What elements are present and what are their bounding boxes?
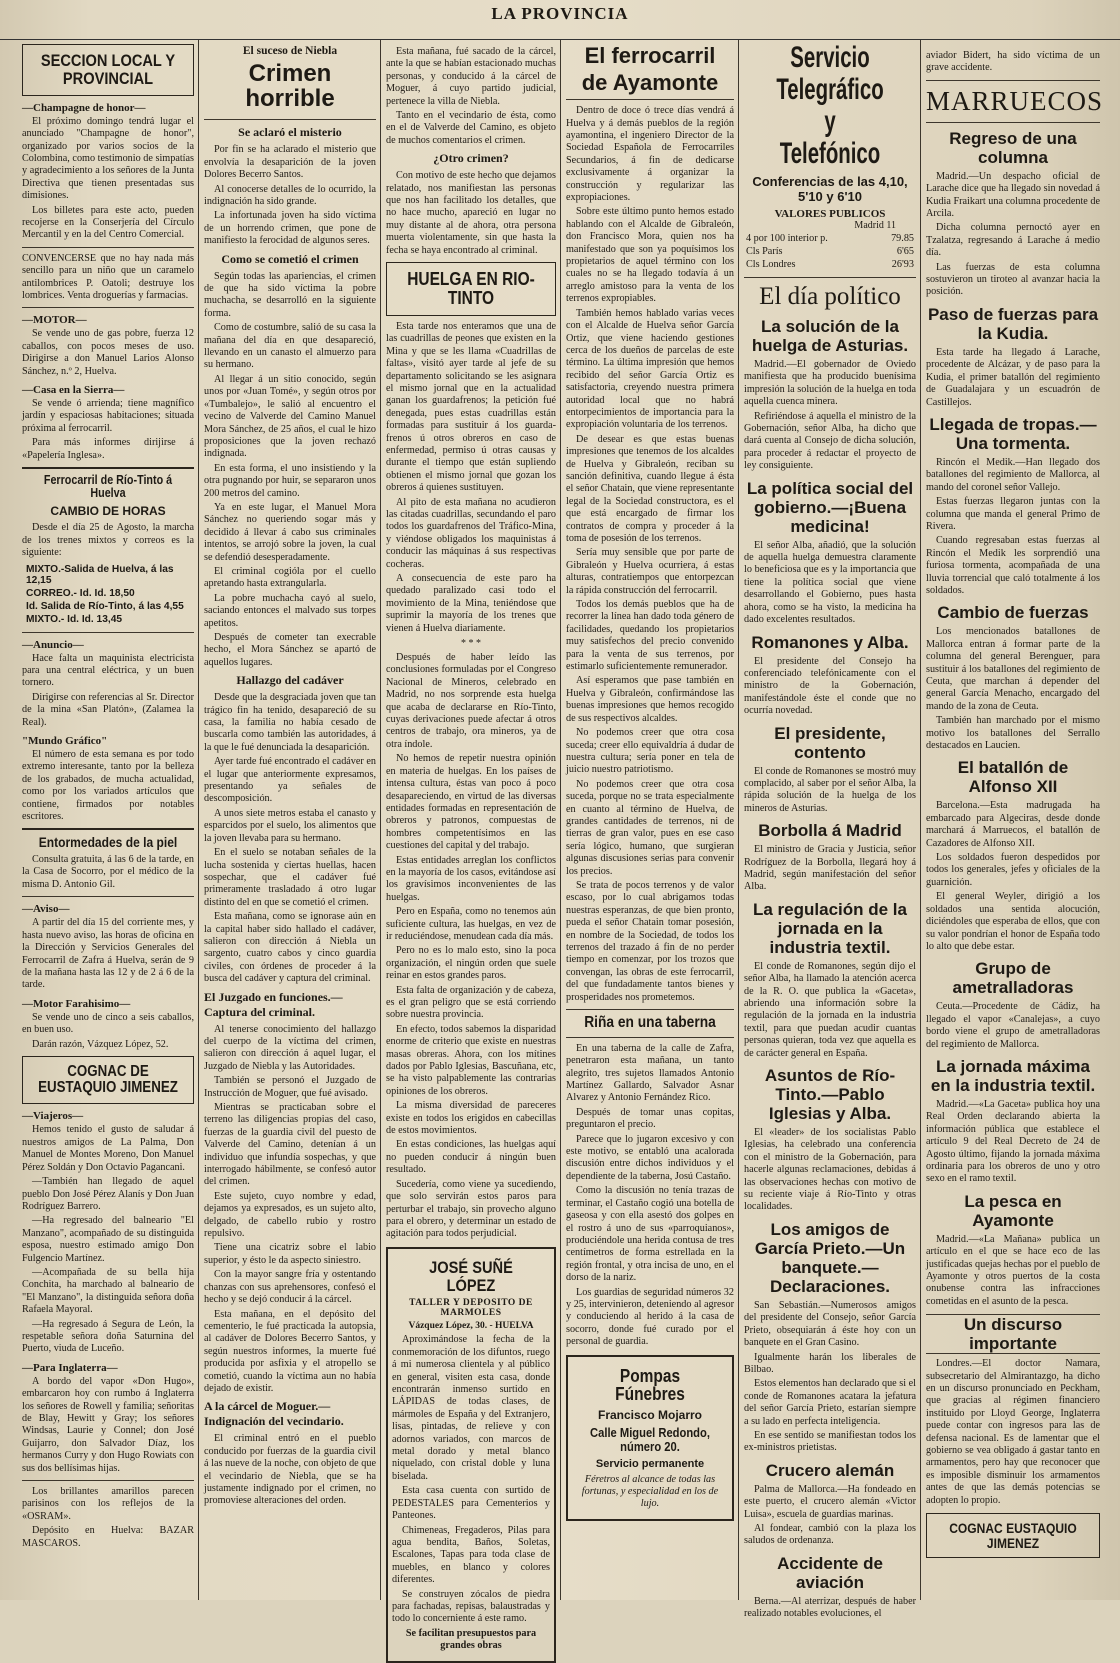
article-paragraph: Se vende uno de cinco a seis caballos, en buen uso.	[22, 1011, 194, 1036]
article-paragraph: También se personó el Juzgado de Instrucción de Moguer, que fué avisado.	[204, 1075, 376, 1099]
advert-text: Se construyen zócalos de piedra para fachadas, repisas, balaustradas y todo lo concerniente á este ramo.	[392, 1588, 550, 1625]
kicker: "Mundo Gráfico"	[22, 734, 108, 747]
news-headline: La política social del gobierno.—¡Buena medicina!	[746, 478, 914, 536]
article-paragraph: Después de haber leído las conclusiones formuladas por el Congreso Nacional de Mineros, celebrado en Madrid, no nos sorprende esta huelga que acaba de declararse en Río-Tinto, cuyas derivaciones puede afectar á otros centros de trabajo, ora mineros, ya de otra índole.	[386, 652, 556, 750]
article-paragraph: Barcelona.—Esta madrugada ha embarcado para Algeciras, desde donde marchará á Marruecos, el batallón de Cazadores de Alfonso XII.	[926, 800, 1100, 849]
article-paragraph: Para más informes dirijirse á «Papelería Inglesa».	[22, 437, 194, 461]
article-paragraph: No podemos creer que otra cosa suceda, porque no se trata especialmente en cuanto al término de Huelva, de grandes cantidades de terrenos, ni de tierras de gran valor, pues en ese caso sería lógico, humano, que surgieran algunas discusiones serias para convenir los precios.	[566, 778, 734, 877]
article-paragraph: Londres.—El doctor Namara, subsecretario del Almirantazgo, ha dicho en un discurso pronunciado en Peckham, que gracias al régimen financiero instituido por Lloyd George, Inglaterra puede contar con ingresos para las de defensa nacional. Es de lamentar que el gobierno se vea obligado á gastar tanto en armamentos, pero hay que reconocer que es imposible disminuir los armamentos antes de que las demás potencias se adopten lo propio.	[926, 1358, 1100, 1506]
article-paragraph: El criminal entró en el pueblo conducido por fuerzas de la guardia civil á las nueve de la noche, con objeto de que el vecindario de Niebla, que se ha justamente indignado por el crimen, no promoviese alteraciones del orden.	[204, 1433, 376, 1507]
column-rule	[920, 40, 921, 1600]
article-paragraph: Sobre este último punto hemos estado hablando con el Alcalde de Gibraleón, don Francisco Mora, quien nos ha manifestado que son ya poquísimos los propietarios de aquel término con los cuales no se ha llegado todavía á un arreglo amistoso para la venta de los terrenos expropiables.	[566, 206, 734, 305]
article-paragraph: En ese sentido se manifiestan todos los ex-ministros prietistas.	[744, 1429, 916, 1454]
column-crime-story	[200, 40, 380, 1600]
marble-workshop-advert	[386, 1247, 556, 1663]
article-paragraph: Darán razón, Vázquez López, 52.	[32, 1038, 169, 1050]
train-timetable	[22, 562, 194, 627]
article-paragraph: Madrid.—«La Gaceta» publica hoy una Real Orden declarando abierta la información pública que establece el artículo 9 del Real Decreto de 24 de Agosto último, fijando la jornada máxima ordinaria para los obreros de uno y otro sexo en el ramo textil.	[926, 1098, 1100, 1185]
article-paragraph: Desde el día 25 de Agosto, la marcha de los trenes mixtos y correos es la siguiente:	[22, 522, 194, 559]
article-paragraph: Como la discusión no tenía trazas de terminar, el Castaño cogió una botella de gaseosa y con ella asestó dos golpes en el rostro á uno de sus «parroquianos», produciéndole una herida contusa de tres centímetros de forma estrellada en la región frontal, y otra incisa de uno, en el dorso de la nariz.	[566, 1185, 734, 1284]
column-telegraph-service	[740, 40, 920, 1620]
kicker: —Motor Farahisimo—	[22, 997, 131, 1010]
subheading: El Juzgado en funciones.—Captura del criminal.	[204, 989, 343, 1019]
values-name: 4 por 100 interior p.	[746, 233, 828, 244]
conference-times: Conferencias de las 4,10, 5'10 y 6'10	[752, 174, 908, 204]
article-paragraph: Estos elementos han declarado que si el conde de Romanones acatara la jefatura del señor García Prieto, estarían siempre a su lado en perfecta inteligencia.	[744, 1378, 916, 1427]
article-paragraph: Se trata de pocos terrenos y de valor escaso, por lo cual abrigamos todas nuestras esperanzas, de que bien pronto, pueda el señor Chatain tomar posesión, en nombre de la Sociedad, de todos los terrenos del trazado á fin de no perder tiempo en comenzar, por los trozos que convengan, las obras de este ferrocarril, del que fundadamente tantos bienes y prosperidades nos prometemos.	[566, 879, 734, 1003]
article-paragraph: La misma diversidad de pareceres existe en todos los erigidos en cabecillas de estos movimientos.	[386, 1100, 556, 1137]
column-rule	[198, 40, 199, 1600]
subheading: Hallazgo del cadáver	[236, 673, 344, 688]
news-headline: Romanones y Alba.	[751, 632, 909, 652]
kicker: —Para Inglaterra—	[22, 1361, 118, 1374]
subheading: Se aclaró el misterio	[238, 125, 342, 140]
section-break: * * *	[461, 638, 481, 650]
article-paragraph: Dentro de doce ó trece días vendrá á Huelva y á demás pueblos de la región ayamontina, el ingeniero Director de la Sociedad Española de Ferrocarriles Secundarios, á fin de dedicarse exclusivamente á organizar la construcción y regularizar las expropiaciones.	[566, 105, 734, 204]
story-headline: HUELGA EN RIO-TINTO	[407, 269, 535, 308]
article-paragraph: Dicha columna pernoctó ayer en Tzalatza, regresando á Larache á medio día.	[926, 222, 1100, 259]
values-row	[746, 233, 914, 244]
news-headline: Cambio de fuerzas	[937, 603, 1089, 623]
news-headline: Borbolla á Madrid	[758, 821, 902, 841]
article-paragraph: Los guardias de seguridad números 32 y 25, intervinieron, deteniendo al agresor y conduciendo al herido á la casa de socorro, donde fué curado por el personal de guardia.	[566, 1286, 734, 1348]
article-paragraph: —También han llegado de aquel pueblo Don José Pérez Alanís y Don Juan Rodríguez Barrero.	[22, 1176, 194, 1212]
article-paragraph: Al llegar á un sitio conocido, según unos por «Juan Tomé», y según otros por «Tumbalejo», le salió al encuentro el vecino de Valverde del Camino Manuel Mora Sánchez, de 25 años, el cual le hizo proposiciones que la joven rechazó indignada.	[204, 373, 376, 460]
advert-owner: Francisco Mojarro	[597, 1408, 703, 1423]
timetable-cell: Id. Salida de Río-Tinto, á las 4,55	[26, 600, 184, 612]
article-paragraph: A unos siete metros estaba el canasto y esparcidos por el suelo, los alimentos que la joven llevaba para su hermano.	[204, 807, 376, 844]
article-paragraph: Con la mayor sangre fría y ostentando chanzas con sus aprehensores, confesó el hecho y se dejó conducir á la cárcel.	[204, 1269, 376, 1306]
timetable-cell: MIXTO.-Salida de Huelva, á las 12,15	[26, 563, 174, 586]
article-paragraph: El conde de Romanones, según dijo el señor Alba, ha llamado la atención acerca de la R. O. que publica la «Gaceta», abriendo una información sobre la regulación de la jornada en la industria textil, para que puedan acudir cuantas personas quieran, toda vez que aquella es de carácter general en España.	[744, 960, 916, 1059]
article-paragraph: Esta mañana, en el depósito del cementerio, le fué practicada la autopsia, al cadáver de Dolores Becerro Santos, y según nuestros informes, la muerte fué producida por asfixia y el atropello se cometió, cuando la víctima aun no había dejado de existir.	[204, 1308, 376, 1394]
article-paragraph: Con motivo de este hecho que dejamos relatado, nos manifiestan las personas que nos han facilitado los detalles, que no hace mucho, apareció en lugar no muy distante al de ahora, otra persona muerta violentamente, sin que hasta la fecha se haya encontrado al criminal.	[386, 170, 556, 256]
public-values-table	[744, 231, 916, 272]
public-values-title: VALORES PUBLICOS	[774, 208, 886, 220]
article-paragraph: Tanto en el vecindario de ésta, como en el de Valverde del Camino, es objeto de muchos comentarios el crimen.	[386, 110, 556, 146]
article-paragraph: Como de costumbre, salió de su casa la mañana del día en que desapareció, llevando en un canasto el almuerzo para su hermano.	[204, 322, 376, 371]
article-paragraph: Después de cometer tan execrable hecho, el Mora Sánchez se apartó de aquellos lugares.	[204, 632, 376, 668]
article-paragraph: Cuando regresaban estas fuerzas al Rincón el Medik les sorprendió una furiosa tormenta, acompañada de una lluvia torrencial que caló totalmente á los soldados.	[926, 535, 1100, 596]
advert-name: JOSÉ SUÑÉ LÓPEZ	[429, 1257, 513, 1295]
article-paragraph: Ayer tarde fué encontrado el cadáver en el lugar que anteriormente expresamos, presentando ya señales de descomposición.	[204, 756, 376, 805]
article-paragraph: Desde que la desgraciada joven que tan trágico fin ha tenido, desapareció de su casa, la familia no había cesado de buscarla como también las autoridades, á la que le fué denunciada la desaparición.	[204, 692, 376, 753]
article-paragraph: Los billetes para este acto, pueden recojerse en la Conserjería del Círculo Mercantil y en la del Centro Comercial.	[22, 204, 194, 241]
news-headline: La solución de la huelga de Asturias.	[751, 317, 909, 355]
article-paragraph: Estas entidades arreglan los conflictos en la mayoría de los casos, evitándose así los gravísimos inconvenientes de las huelgas.	[386, 854, 556, 903]
kicker: —Anuncio—	[22, 638, 84, 651]
section-title: Servicio Telegráfico y Telefónico	[776, 41, 884, 170]
article-paragraph: —Ha regresado del balneario "El Manzano", acompañado de su distinguida esposa, nuestro estimado amigo Don Fulgencio Martínez.	[22, 1215, 194, 1264]
article-paragraph: Dirigirse con referencias al Sr. Director de la mina «San Platón», (Zalamea la Real).	[22, 691, 194, 728]
article-paragraph: Madrid.—Un despacho oficial de Larache dice que ha llegado sin novedad á Kudia Fraikart una columna procedente de Arcila.	[926, 170, 1100, 220]
news-headline: Llegada de tropas.—Una tormenta.	[929, 414, 1097, 453]
column-rule	[380, 40, 381, 1600]
story-headline: Riña en una taberna	[584, 1014, 716, 1032]
cognac-advert-title: COGNAC DE EUSTAQUIO JIMENEZ	[38, 1062, 178, 1097]
article-paragraph: Después de tomar unas copitas, preguntaron el precio.	[566, 1106, 734, 1131]
article-paragraph: La pobre muchacha cayó al suelo, saciando entonces el malvado sus torpes apetitos.	[204, 592, 376, 629]
article-paragraph: En una taberna de la calle de Zafra, penetraron esta mañana, un tanto alegrito, tres sujetos llamados Antonio Martínez Gallardo, Salvador Asnar Alvarez y Antonio Fernández Rico.	[566, 1042, 734, 1104]
news-headline: El batallón de Alfonso XII	[957, 758, 1069, 797]
values-price: 79.85	[891, 233, 914, 244]
values-row	[746, 246, 914, 257]
article-paragraph: Hemos tenido el gusto de saludar á nuestros amigos de La Palma, Don Manuel de Montes Moreno, Don Manuel Pérez Soldán y Don Octavio Pagancani.	[22, 1124, 194, 1173]
article-paragraph: Rincón el Medik.—Han llegado dos batallones del regimiento de Mallorca, al mando del coronel señor Vallejo.	[926, 456, 1100, 493]
article-paragraph: Los mencionados batallones de Mallorca entran á formar parte de la columna del general Berenguer, para sustituir á los batallones del regimiento de Ceuta, que marchan á depender del general García Menacho, encargado del mando de la zona de Ceuta.	[926, 626, 1100, 712]
article-paragraph: A partir del día 15 del corriente mes, y hasta nuevo aviso, las horas de oficina en la Dirección y Servicios Generales del Ferrocarril de Zafra á Huelva, serán de 9 de la mañana hasta las 12 y de 2 á 6 de la tarde.	[22, 917, 194, 991]
column-rule	[738, 40, 739, 1600]
article-paragraph: El señor Alba, añadió, que la solución de aquella huelga demuestra claramente lo beneficiosa que es y la importancia que tiene la política social que viene desarrollando el Gobierno, pues hasta ahora, como se ha visto, la medicina ha dado excelentes resultados.	[744, 539, 916, 626]
article-paragraph: La infortunada joven ha sido víctima de un horrendo crimen, que pone de manifiesto la ferocidad de algunos seres.	[204, 210, 376, 247]
timetable-row	[24, 588, 192, 599]
public-values-city: Madrid 11	[854, 220, 896, 231]
story-headline-line2: de Ayamonte	[581, 70, 719, 96]
article-paragraph: En estas condiciones, las huelgas aquí no pueden conducir á ningún buen resultado.	[386, 1139, 556, 1176]
article-paragraph: El presidente del Consejo ha conferenciado telefónicamente con el ministro de la Gobernación, manifestándole éste el conde que no ocurría novedad.	[744, 655, 916, 717]
article-paragraph: Ya en este lugar, el Manuel Mora Sánchez no queriendo sogar más y decidido á llevar á cabo sus criminales intentos, se arrojó sobre la joven, la cual se defendió desesperadamente.	[204, 501, 376, 563]
news-headline: Crucero alemán	[765, 1460, 895, 1480]
article-paragraph: Hace falta un maquinista electricista para una central eléctrica, y un buen tornero.	[22, 652, 194, 689]
news-headline: Un discurso importante	[926, 1314, 1100, 1354]
news-headline: El presidente, contento	[774, 723, 886, 762]
article-paragraph: Los soldados fueron despedidos por todos los generales, jefes y oficiales de la guarnición.	[926, 852, 1100, 888]
advert-text: Chimeneas, Fregaderos, Pilas para agua bendita, Baños, Soletas, Escalones, Tapas para toda clase de muebles, en blanco y colores diferentes.	[392, 1524, 550, 1586]
story-headline: El ferrocarril	[584, 43, 716, 68]
news-headline: Regreso de una columna	[949, 128, 1077, 167]
advert-service: Servicio permanente	[595, 1457, 705, 1470]
article-paragraph: En el suelo se notaban señales de la lucha sostenida y ciertas huellas, hacen sospechar, que el cadáver fué primeramente trasladado á otro lugar distinto del en que se cometió el crimen.	[204, 847, 376, 908]
article-paragraph: No podemos creer que otra cosa suceda; creer ello equivaldría á dudar de nuestra cultura; sería poner en tela de juicio nuestro patriotismo.	[566, 727, 734, 776]
article-paragraph: Madrid.—«La Mañana» publica un artículo en el que se hace eco de las justificadas quejas hechas por el pueblo de Ayamonte y otros puertos de la costa onubense contra las infracciones cometidas en el asunto de la pesca.	[926, 1233, 1100, 1307]
column-rule	[560, 40, 561, 1600]
article-paragraph: Estas fuerzas llegaron juntas con la columna que manda el general Primo de Rivera.	[926, 496, 1100, 532]
article-paragraph: Esta mañana, fué sacado de la cárcel, ante la que se habían estacionado muchas personas, y conducido á la cárcel de Moguer, á cuyo partido judicial, pertenece la villa de Niebla.	[386, 46, 556, 107]
kicker: —Casa en la Sierra—	[22, 384, 125, 396]
masthead	[0, 0, 1120, 40]
kicker: —Aviso—	[22, 903, 70, 916]
section-heading: Entormedades de la piel	[38, 834, 178, 851]
values-price: 26'93	[891, 259, 914, 270]
article-paragraph: A consecuencia de este paro ha quedado paralizado casi todo el movimiento de la Mina, teniéndose que suprimir la mayoría de los trenes que vienen á Huelva diariamente.	[386, 573, 556, 634]
article-paragraph: —Ha regresado á Segura de León, la respetable señora doña Saturnina del Puerto, viuda de Luceño.	[22, 1318, 194, 1355]
timetable-title: Ferrocarril de Río-Tinto á Huelva	[43, 473, 173, 501]
article-paragraph: Este sujeto, cuyo nombre y edad, dejamos ya expresados, es un sujeto alto, delgado, de cabello rubio y rostro repulsivo.	[204, 1190, 376, 1240]
advert-address: Vázquez López, 30. - HUELVA	[408, 1321, 534, 1332]
story-headline: Crimen horrible	[245, 60, 335, 113]
article-paragraph: Depósito en Huelva: BAZAR MASCAROS.	[22, 1525, 194, 1549]
advert-text: Se facilitan presupuestos para grandes obras	[405, 1627, 537, 1652]
advert-text: Esta casa cuenta con surtido de PEDESTALES para Cementerios y Panteones.	[392, 1485, 550, 1522]
news-headline: Los amigos de García Prieto.—Un banquete.—Declaraciones.	[754, 1219, 906, 1296]
funeral-services-advert	[566, 1355, 734, 1521]
values-name: Cls París	[746, 246, 783, 257]
values-row	[746, 259, 914, 270]
column-marruecos	[922, 40, 1104, 1600]
article-paragraph: No hemos de repetir nuestra opinión en materia de huelgas. En los países de intensa cultura, éstas van poco á poco desapareciendo, en virtud de las diversas entidades formadas en representación de obreros y patronos, compuestas de hombres competentísimos en las cuestiones del capital y del trabajo.	[386, 753, 556, 852]
article-paragraph: En esta forma, el uno insistiendo y la otra pugnando por huir, se separaron unos 200 metros del camino.	[204, 462, 376, 499]
story-kicker: El suceso de Niebla	[242, 45, 338, 57]
article-paragraph: Al pito de esta mañana no acudieron las citadas cuadrillas, secundando el paro todos los guardafrenos del Tráfico-Mina, y viéndose obligados los maquinistas á conducir las máquinas á sus respectivas cocheras.	[386, 496, 556, 570]
section-title: El día político	[759, 283, 901, 310]
article-paragraph: aviador Bidert, ha sido víctima de un grave accidente.	[926, 50, 1100, 74]
news-headline: Grupo de ametralladoras	[952, 959, 1074, 998]
article-paragraph: Esta falta de organización y de cabeza, es el gran peligro que se está corriendo sobre nuestra provincia.	[386, 984, 556, 1021]
article-paragraph: Al tenerse conocimiento del hallazgo del cuerpo de la víctima del crimen, salieron con dirección á aquel lugar, el Juzgado de Niebla y las Autoridades.	[204, 1023, 376, 1072]
article-paragraph: Esta tarde ha llegado á Larache, procedente de Alcázar, y de paso para la Kudia, el primer batallón del regimiento de Guadalajara y un escuadrón de Castillejos.	[926, 346, 1100, 408]
article-paragraph: El criminal cogióla por el cuello apretando hasta extrangularla.	[204, 565, 376, 590]
article-paragraph: Mientras se practicaban sobre el terreno las diligencias propias del caso, fuerzas de la guardia civil del puesto de Valverde del Camino, detenían á un individuo que infundía sospechas, y que interrogado hábilmente, se confesó autor del crimen.	[204, 1102, 376, 1188]
newspaper-name: LA PROVINCIA	[491, 4, 629, 23]
subheading: ¿Otro crimen?	[433, 151, 509, 166]
news-headline: La regulación de la jornada en la industria textil.	[753, 899, 907, 957]
article-paragraph: Por fin se ha aclarado el misterio que envolvía la desaparición de la joven Dolores Becerro Santos.	[204, 144, 376, 181]
article-paragraph: Tiene una cicatriz sobre el labio superior, y ésto le da aspecto siniestro.	[204, 1242, 376, 1266]
article-paragraph: Pero en España, como no tenemos aún suficiente cultura, las huelgas, en vez de ir reduciéndose, menudean cada día más.	[386, 906, 556, 942]
news-headline: Paso de fuerzas para la Kudia.	[927, 304, 1099, 343]
kicker: —Viajeros—	[22, 1110, 84, 1123]
timetable-row	[24, 601, 192, 612]
advert-name: Pompas Fúnebres	[615, 1365, 685, 1405]
values-name: Cls Londres	[746, 259, 796, 270]
article-paragraph: El ministro de Gracia y Justicia, señor Rodríguez de la Borbolla, llegará hoy á Madrid, según manifestación del señor Alba.	[744, 844, 916, 893]
news-headline: La pesca en Ayamonte	[964, 1191, 1062, 1230]
article-paragraph: Consulta gratuita, á las 6 de la tarde, en la Casa de Socorro, por el médico de la misma D. Antonio Gil.	[22, 854, 194, 890]
article-paragraph: Los brillantes amarillos parecen parisinos con los reflejos de la «OSRAM».	[22, 1486, 194, 1522]
article-paragraph: Se vende uno de gas pobre, fuerza 12 caballos, con pocos meses de uso. Dirigirse a don Manuel Larios Alonso Sánchez, n.º 2, Huelva.	[22, 328, 194, 377]
article-paragraph: Palma de Mallorca.—Ha fondeado en este puerto, el crucero alemán «Victor Luisa», escuela de guardias marinas.	[744, 1483, 916, 1520]
advert-subtitle: TALLER Y DEPOSITO DE MARMOLES	[409, 1298, 533, 1319]
kicker: —MOTOR—	[22, 314, 87, 327]
article-paragraph: —Acompañada de su bella hija Conchita, ha marchado al balneario de "El Manzano", la distinguida señora doña Rafaela Mayoral.	[22, 1266, 194, 1316]
timetable-cell: MIXTO.- Id. Id. 13,45	[26, 613, 123, 625]
timetable-row	[24, 614, 192, 625]
article-paragraph: Al fondear, cambió con la plaza los saludos de ordenanza.	[744, 1522, 916, 1547]
article-paragraph: El «leader» de los socialistas Pablo Iglesias, ha celebrado una conferencia con el ministro de la Gobernación, para hacerle algunas reclamaciones, debidas á las observaciones hechas con motivo de su reciente viaje á Río-Tinto y otras localidades.	[744, 1127, 916, 1213]
news-headline: La jornada máxima en la industria textil.	[930, 1056, 1096, 1095]
news-headline: Accidente de aviación	[777, 1553, 883, 1592]
values-price: 6'65	[896, 246, 914, 257]
advert-text: Féretros al alcance de todas las fortunas, y especialidad en los de lujo.	[581, 1473, 719, 1510]
news-headline: Asuntos de Río-Tinto.—Pablo Iglesias y Alba.	[764, 1066, 896, 1124]
article-paragraph: Todos los demás pueblos que ha de recorrer la línea han dado toda género de facilidades, quedando los propietarios muy satisfechos del precio convenido para la venta de sus terrenos, por estimarlo suficientemente remunerador.	[566, 599, 734, 673]
article-paragraph: Sería muy sensible que por parte de Gibraleón y Huelva ocurriera, á estas alturas, contratiempos que entorpezcan la rápida construcción del ferrocarril.	[566, 547, 734, 596]
subheading: A la cárcel de Moguer.—Indignación del vecindario.	[204, 1399, 344, 1429]
article-paragraph: Al conocerse detalles de lo ocurrido, la indignación ha sido grande.	[204, 183, 376, 207]
article-paragraph: Esta tarde nos enteramos que una de las cuadrillas de peones que existen en la Mina y que se les llama «Cuadrillas de faltas», visitó ayer tarde al jefe de su departamento solicitando se les asignara el mismo jornal que en la actualidad ganan los guardafrenos; la petición fué denegada, pues estas cuadrillas están formadas para sustituir á los guarda-frenos ú otros obreros en caso de enfermedad, permiso ú otras causas y durante el tiempo que están supliendo obtienen el mismo jornal que gozan los obreros á quienes sustituyen.	[386, 320, 556, 494]
article-paragraph: Pero no es lo malo esto, sino la poca organización, el ningún orden que suele reinar en estos grandes paros.	[386, 945, 556, 982]
article-paragraph: Madrid.—El gobernador de Oviedo manifiesta que ha producido buenísima impresión la solución de la huelga en toda aquella cuenca minera.	[744, 359, 916, 408]
article-paragraph: A bordo del vapor «Don Hugo», embarcaron hoy con rumbo á Inglaterra los señores de Rowell y familia; señoritas de Blay, Hewitt y Gray; los señores Windsas, Laurie y Connel; don José Guijarro, don Salvador Díaz, los hermanos Curry y don Hugo Rowiats con sus dos bellísimas hijas.	[22, 1375, 194, 1474]
article-paragraph: San Sebastián.—Numerosos amigos del presidente del Consejo, señor García Prieto, obsequiarán á éste hoy con un banquete en el Gran Casino.	[744, 1299, 916, 1349]
article-paragraph: Así esperamos que pase también en Huelva y Gibraleón, confirmándose las buenas impresiones que hemos recogido de sus respectivos alcaldes.	[566, 675, 734, 724]
column-ayamonte-railway	[562, 40, 738, 1600]
section-title: SECCION LOCAL Y PROVINCIAL	[40, 51, 176, 88]
section-title: MARRUECOS	[926, 85, 1104, 116]
cognac-advert-title: COGNAC EUSTAQUIO JIMENEZ	[949, 1520, 1077, 1551]
article-paragraph: Ceuta.—Procedente de Cádiz, ha llegado el vapor «Canalejas», a cuyo bordo viene el grupo de ametralladoras del regimiento de Mallorca.	[926, 1001, 1100, 1050]
article-paragraph: Según todas las apariencias, el crimen de que ha sido víctima la pobre muchacha, se desarrolló en la siguiente forma.	[204, 270, 376, 319]
article-paragraph: De desear es que estas buenas impresiones que tenemos de los alcaldes de Huelva y Gibraleón, reciban su sanción definitiva, cuando llegue á ésta el señor Chatain, que viene representante legal de la Sociedad constructora, es el que está encargado de firmar los contratos de compra y proceder á la toma de posesión de los terrenos.	[566, 433, 734, 544]
article-paragraph: Berna.—Al aterrizar, después de haber realizado notables evoluciones, el	[744, 1595, 916, 1620]
article-paragraph: Sucedería, como viene ya sucediendo, que solo servirán estos paros para perturbar el trabajo, sin provecho alguno para el obrero, y determinar un estado de agitación para todos perjudicial.	[386, 1178, 556, 1240]
column-local-news	[18, 40, 198, 1600]
article-paragraph: En efecto, todos sabemos la disparidad enorme de criterio que existe en nuestras masas obreras. Ahora, con los mítines dados por Pablo Iglesias, Bascuñana, etc, se ha visto palpablemente las contrarias opiniones de los obreros.	[386, 1023, 556, 1097]
advert-text: Aproximándose la fecha de la conmemoración de los difuntos, ruego á mi numerosa clientela y al público en general, visiten esta casa, donde encontrarán inmenso surtido en LÁPIDAS de todas clases, de mármoles de España y del Extranjero, lisas, pintadas, de relieve y con adornos variados, con marcos de metal dorado y metal blanco niquelado, con cristal doble y luna biselada.	[392, 1334, 550, 1482]
advert-address: Calle Miguel Redondo, número 20.	[590, 1425, 710, 1454]
kicker: —Champagne de honor—	[22, 101, 146, 114]
article-paragraph: También hemos hablado varias veces con el Alcalde de Huelva señor García Ortiz, que viene haciendo gestiones cerca de los dueños de parcelas de este término. La última impresión que hemos recibido del señor García Ortiz es satisfactoria, creyendo nuestra primera autoridad local que no habrá entorpecimientos de importancia para la expropiación voluntaria de los terrenos.	[566, 307, 734, 431]
timetable-subtitle: CAMBIO DE HORAS	[50, 504, 166, 519]
article-paragraph: Esta mañana, como se ignorase aún en la capital haber sido hallado el cadáver, salieron con dirección á Niebla un sargento, cuatro cabos y cinco guardia civiles, con órdenes de proceder á la busca del cadáver y captura del criminal.	[204, 911, 376, 985]
article-paragraph: El próximo domingo tendrá lugar el anunciado "Champagne de honor", organizado por varios socios de la Colombina, como testimonio de simpatías y agradecimiento a los señores de la Junta Directiva que tienen presentadas sus dimisiones.	[22, 115, 194, 202]
article-paragraph: El número de esta semana es por todo extremo interesante, tanto por la belleza de los grabados, de mucha actualidad, como por los variados artículos que contiene, firmados por notables escritores.	[22, 748, 194, 822]
article-paragraph: Se vende ó arrienda; tiene magnífico jardín y espaciosas habitaciones; situada próxima al ferrocarril.	[22, 398, 194, 434]
article-paragraph: El general Weyler, dirigió a los soldados una sentida alocución, diciéndoles que esperaba de ellos, que con su valor pondrían el honor de España todo lo alto que debe estar.	[926, 891, 1100, 952]
article-paragraph: Las fuerzas de esta columna sostuvieron un tiroteo al avanzar hacia la posición.	[926, 261, 1100, 298]
article-paragraph: También han marchado por el mismo motivo los batallones del Serrallo destacados en Laucien.	[926, 715, 1100, 752]
article-paragraph: Refiriéndose á aquella el ministro de la Gobernación, señor Alba, ha dicho que dará cuenta al Consejo de dicha solución, para proceder á redactar el proyecto de ley consiguiente.	[744, 410, 916, 472]
timetable-cell: CORREO.- Id. Id. 18,50	[26, 587, 135, 599]
article-paragraph: Igualmente harán los liberales de Bilbao.	[744, 1351, 916, 1375]
advert-text: CONVENCERSE que no hay nada más sencillo para un niño que un caramelo antilombrices P. Oatoli; destruye los lombrices. Venta droguerías y farmacias.	[22, 252, 194, 301]
timetable-row	[24, 564, 192, 586]
article-paragraph: El conde de Romanones se mostró muy complacido, al saber por el señor Alba, la rápida solución de la huelga de los mineros de Asturias.	[744, 765, 916, 814]
column-rio-tinto-strike	[382, 40, 560, 1652]
article-paragraph: Parece que lo jugaron excesivo y con este motivo, se entabló una acalorada discusión entre dichos individuos y el dependiente de la taberna, Josú Castaño.	[566, 1133, 734, 1182]
subheading: Como se cometió el crimen	[221, 251, 359, 266]
